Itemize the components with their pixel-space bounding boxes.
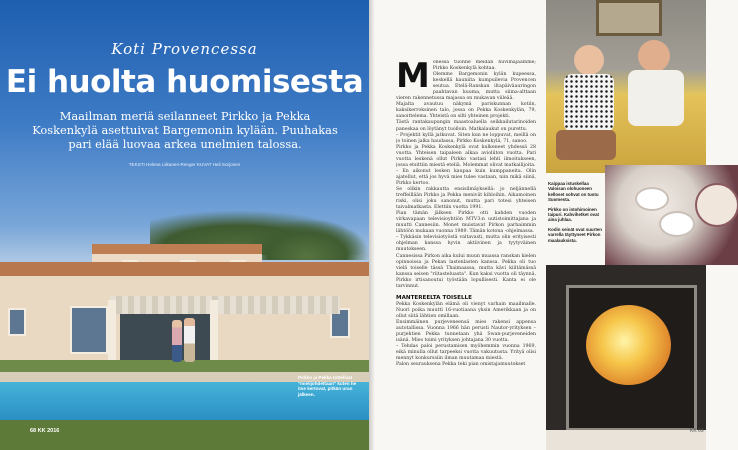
painting-frame [596,0,662,36]
headline: Ei huolta huomisesta [5,64,364,100]
person-pirkko-dress [564,74,614,132]
house-roof [0,262,369,276]
plate [695,183,738,227]
person-pekka [184,318,195,362]
paragraph: Ensimmäinen purjeveneensä mies rakensi appensa autotallissa. Vuonna 1966 hän perusti Nautor-yrityksen – purjehtien Pekka tunnetaan yhä Swan-purjeveneiden isänä. Mies toimi yrityksen johtajana 30 vuotta. [396,319,536,344]
paragraph: onessa tuonne meidän huvimajaamme; Pirkko Koskenkylä kohtaa. [432,60,536,72]
cup [659,211,695,237]
lede: Maailman meriä seilanneet Pirkko ja Pekka Koskenkylä asettuivat Bargemonin kylään. Puuhakas pari elää luovaa arkea unelmien talossa. [32,109,338,151]
column [210,300,218,362]
byline: TEKSTI Helena Liikanen-Renger KUVAT Heli Sorjonen [128,162,241,167]
shelf [546,430,706,450]
window [8,308,26,336]
paragraph: – Tehdas paloi perustamisen myöhemmin vuonna 1969, eikä minulla ollut tarpeeksi vuotta vakuutusta. Yrityä olisi mennyt konkurssiin ilman muutamaa miestä. [396,344,536,362]
drop-cap: M [396,60,430,96]
photo-rose-painting [546,265,706,450]
photo-couple-sofa [546,0,706,173]
page-number-left: 68 KK 2016 [30,428,60,434]
photo-coffee-cups [605,165,738,265]
paragraph: Tästä rantakaupungin maastoaluella seikkailutarinoiden paneskaa on löytänyt tuolloin. Matkalaukut on purettu. [396,120,536,132]
photo-caption: Pirkko on intohimoinen taipuri. Kahvihetket ovat aina juhlaa. [548,206,599,223]
house-roof [92,244,262,254]
paragraph: Pirkko ja Pekka Koskenkylä ovat kulkeneet yhdessä 28 vuotta. Yhteisen taipaleen alkaa avioliiton vuotta. Pari vuotta leskenä ollut Pirkko vastasi lehti ilmoitukseen, jossa etsittiin miestä eteliä. Molemmat olivat matkailijoita. [396,144,536,168]
paragraph: Majalta avautuu näkymä pariskunnan kotiin, kaksikerroksinen talo, jossa on Pekka Koskenkylän, 79, sanoittelema. Yhteistä on silti yhteinen projekti. [396,102,536,120]
kicker: Koti Provencessa [111,40,258,58]
rose-bloom [586,305,671,385]
cup [635,187,669,211]
person-pirkko [172,320,182,362]
page-number-right: KK 69 [690,428,704,434]
photo-caption: Kaippaa istuskellaa Valoisan olohuoneen kelloset sohvat on tuotu Suomesta. [548,181,599,203]
paragraph: Pian tämän jälkeen Pirkko otti kahden vuoden virkavapaan televisioyhtiön MTV3:n uutistoimittajana ja muutti Cannesiin. Monet muistavat Pirkon parhaimmin lähtöön mukaan vuonna 1989. Tämän kotona -ohjelmassa. [396,211,536,235]
subheading: MANTEREELTA TOISELLE [396,294,472,301]
paragraph: Palon seurauksena Pekka teki pian omistajamuutokset [396,362,526,368]
grass [0,420,369,450]
photo-caption: Kodin seinät ovat suurten varrella täyttyneet Pirkon maalauksista. [548,226,602,243]
paragraph: Cannesissa Pirkon aika kului muun muassa ranskan kielen opinnoissa ja Pekan lastenlasten kanssa. Pekka oli tuo vielä toiselle tässä Thaimaassa, mutta kävi kiiltämässä kanssa seisen "riitasteluasta". Kun kaksi vuotta oli täynnä, Pirkko irtisanoutui työstään lopullisesti. Kanta ei ole tarvinnut. [396,253,536,289]
person-pekka-shirt [628,70,684,126]
person-legs [556,130,616,160]
photo-caption: Pirkko ja Pekka tottelivat "mielijohdettaan" kuten he itse kertovat, pitkän uran jälkeen. [298,375,357,397]
paragraph: Se olikin rakkautta ensisilmäyksellä: jo neljännellä treffeillään Pirkko ja Pekka menivät kihloihin. Aikamoinen riski, olisi joku sanonut, mutta pari totesi yhteisen taivalmatkasta. Elettiin vuotta 1991. [396,186,536,211]
paragraph: – Projektit kyllä jatkuvat. Siten kun ne loppuvat, meillä on jo toinen jalka haudassa, Pirkko Koskenkylä, 71, sanoo. [396,132,536,144]
paragraph: – En aikonut lesken kaupaa kuin kumppaneita. Olin ajatellut, että jos hyvä mies tulee vastaan, niin mikä siinä, Pirkko kertoo. [396,168,536,186]
body-column [396,60,536,440]
awning [110,296,340,314]
column [108,300,116,362]
person-pekka-face [638,40,670,72]
paragraph: Olemme Bargemonin kylän kupeessa, keskellä kauniita kumpuilevia Provencen seutua. Etelä-Ranskan iltapäiväauringon paahtavan kuuma, mutta siima-alttaan vieren rakennetussa majassa on mukavan viileää. [396,72,536,102]
paragraph: – Tykkäsin televisiotyöstä valtavasti, mutta olin erityisesti ohjelman kanssa hyvin aktiivinen ja tyytyväinen muutokseen. [396,235,536,253]
person-pirkko-face [574,45,604,75]
paragraph: Pekka Koskenkylän elämä oli vienyt varhain maailmalle. Nuori poika muutti 16-vuotiaana yksin Amerikkaan ja on ollut siitä lähtien omillaan. [396,301,536,319]
trees [245,220,369,260]
window [70,306,108,354]
glass-door [120,314,210,360]
page-gutter [369,0,375,450]
photo-captions [548,181,603,247]
